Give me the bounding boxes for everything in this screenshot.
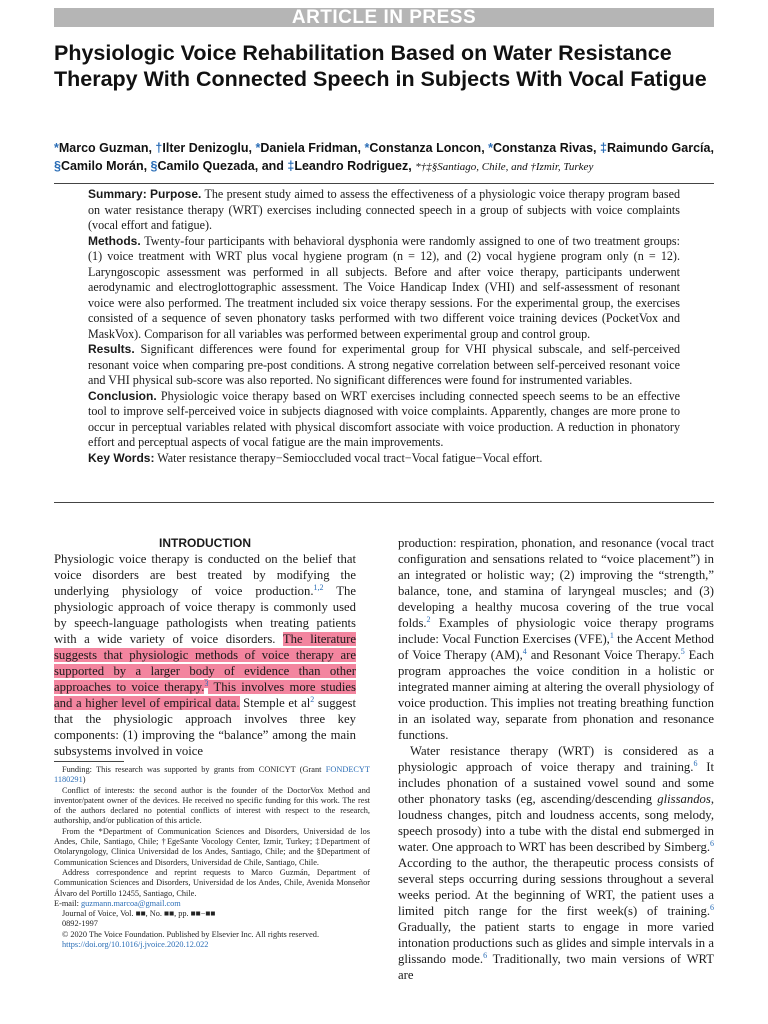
citation-link[interactable]: 6 [483, 950, 488, 960]
right-paragraph-2 [398, 743, 714, 983]
intro-text: Physiologic voice therapy is conducted on the belief that voice disorders are best treated by modifying the underlying physiology of voice production. [54, 552, 356, 598]
affiliations-note: From the *Department of Communication Sciences and Disorders, Universidad de los Andes, Chile, Santiago, Chile; †EgeSante Vocology Center, Izmir, Turkey; ‡Department of Otolaryngology, Clinica Universidad de los Andes, Santiago, Chile; and the §Department of Communication Sciences and Disorders, Universidad de Chile, Santiago, Chile. [54, 826, 370, 867]
abstract-keywords [88, 451, 680, 467]
author-affiliation: *†‡§Santiago, Chile, and †Izmir, Turkey [415, 161, 594, 173]
conclusion-text: Physiologic voice therapy based on WRT exercises including connected speech seems to be an effective tool to improve self-perceived voice in subjects diagnosed with voice complaints. Apparently, changes are more prone to occur in perceptual variables related with physical discomfort associate with voice production. A reduction in phonatory effort and perceptual aspects of vocal fatigue are the main improvements. [88, 388, 680, 449]
citation-link[interactable]: 6 [710, 902, 714, 912]
body-text: Each program approaches the voice condition in a holistic or integrated manner aiming at altering the overall physiology of voice production. This implies not treating breathing function in an isolated way, separate from phonation and resonance functions. [398, 648, 715, 742]
author-marker: ‡ [287, 159, 295, 173]
methods-text: Twenty-four participants with behavioral dysphonia were randomly assigned to one of two treatment groups: (1) voice treatment with WRT plus vocal hygiene program (n = 12), and (2) vocal hygiene program only (n = 12). Laryngoscopic assessment was performed in all subjects. Before and after voice therapy, participants underwent aerodynamic and electroglottographic assessment. The Voice Handicap Index (VHI) and self-assessment of resonant voice were also performed. The treatment included six voice therapy sessions. For the experimental group, the exercises consisted of a sequence of seven phonatory tasks performed with two different voice training devices (PocketVox and MaskVox). Comparison for all variables was performed between experimental group and control group. [88, 233, 681, 341]
introduction-heading: INTRODUCTION [159, 536, 251, 550]
citation-link[interactable]: 1,2 [313, 582, 324, 592]
highlighted-text: This involves more studies and a higher level of empirical data. [54, 680, 356, 710]
keywords-label: Key Words: [88, 450, 155, 465]
author-name: Daniela Fridman, [260, 141, 365, 155]
right-paragraph-1 [398, 535, 714, 743]
abstract-top-rule [54, 183, 714, 184]
body-text: , loudness changes, pitch and loudness accents, song melody, speech prosody) into a tube with the distal end submerged in water. One approach to WRT has been described by Simberg. [398, 792, 714, 854]
abstract-conclusion [88, 389, 680, 451]
conflict-note: Conflict of interests: the second author is the founder of the DoctorVox Method and inventor/patent owner of the devices. He received no specific funding for this work. The rest of the authors declared no potential conflicts of interest with respect to the research, authorship, and/or publication of this article. [54, 785, 370, 826]
author-name: Marco Guzman, [58, 141, 156, 155]
purpose-label: Purpose. [150, 187, 202, 201]
citation-link[interactable]: 5 [680, 646, 685, 656]
author-name: Ilter Denizoglu, [162, 141, 256, 155]
address-note: Address correspondence and reprint requests to Marco Guzmán, Department of Communication Sciences and Disorders, Universidad de los Andes, Chile, Avenida Monseñor Álvaro del Portillo 12455, Santiago, Chile. [54, 867, 370, 898]
body-text: production: respiration, phonation, and resonance (vocal tract configuration and sensations related to “voice placement”) in an integrated or holistic way; (2) improving the “strength,” balance, tone, and stamina of laryngeal muscles; and (3) developing a healthy mucosa covering of the true vocal folds. [398, 536, 714, 630]
abstract-bottom-rule [54, 502, 714, 503]
citation-link[interactable]: 3 [204, 678, 209, 688]
grant-link[interactable]: FONDECYT 1180291 [54, 765, 370, 785]
introduction-paragraph [54, 551, 356, 759]
results-text: Significant differences were found for experimental group for VHI physical subscale, and self-perceived resonant voice when comparing pre-post conditions. A strong negative correlation between self-perceived resonant voice and VHI physical sub-score was also reported. No significant differences were found for instrumented variables. [88, 342, 680, 387]
abstract-methods [88, 234, 680, 343]
body-text: Gradually, the patient starts to engage in more varied intonation productions such as glides and simple intervals in a glissando mode. [398, 920, 714, 966]
left-column [54, 535, 356, 759]
body-text: According to the author, the therapeutic process consists of several steps occurring during sessions throughout a several weeks period. At the beginning of WRT, the patient uses a limited pitch range for the first week(s) of training. [398, 856, 714, 918]
author-name: Leandro Rodriguez, [294, 159, 416, 173]
copyright: © 2020 The Voice Foundation. Published by Elsevier Inc. All rights reserved. [62, 929, 320, 939]
doi-link[interactable]: https://doi.org/10.1016/j.jvoice.2020.12.022 [62, 940, 209, 950]
abstract [88, 187, 680, 466]
author-marker: * [255, 141, 261, 155]
abstract-purpose [88, 187, 680, 234]
right-column [398, 535, 714, 983]
author-name: Constanza Loncon, [369, 141, 489, 155]
author-name: Camilo Quezada, and [157, 159, 288, 173]
author-marker: ‡ [600, 141, 607, 155]
results-label: Results. [88, 342, 135, 356]
author-name: Camilo Morán, [60, 159, 151, 173]
author-marker: * [488, 141, 494, 155]
article-in-press-banner: ARTICLE IN PRESS [54, 8, 714, 27]
body-text: and Resonant Voice Therapy. [526, 648, 681, 662]
author-marker: † [155, 141, 163, 155]
citation-link[interactable]: 6 [693, 758, 698, 768]
email-label: E-mail: [54, 898, 81, 908]
email-link[interactable]: guzmann.marcoa@gmail.com [80, 898, 181, 908]
citation-link[interactable]: 2 [310, 694, 315, 704]
article-title: Physiologic Voice Rehabilitation Based on Water Resistance Therapy With Connected Speech in Subjects With Vocal Fatigue [54, 41, 707, 91]
funding-note [54, 765, 370, 786]
author-list [54, 139, 724, 176]
abstract-results [88, 342, 680, 389]
author-marker: § [54, 159, 61, 173]
citation-link[interactable]: 1 [609, 630, 614, 640]
keywords-text: Water resistance therapy−Semioccluded vocal tract−Vocal fatigue−Vocal effort. [157, 450, 543, 465]
intro-text: Stemple et al [239, 696, 311, 710]
footnote-rule [54, 761, 124, 762]
body-text: Traditionally, two main versions of WRT are [398, 952, 714, 982]
funding-text-end: ) [82, 775, 86, 785]
intro-text: The physiologic approach of voice therapy is commonly used by speech-language pathologists when treating patients with a wide variety of voice disorders. [54, 584, 356, 646]
author-marker: * [54, 141, 59, 155]
funding-text: Funding: This research was supported by grants from CONICYT (Grant [62, 765, 326, 774]
methods-label: Methods. [88, 233, 141, 248]
author-marker: * [364, 141, 370, 155]
issn: 0892-1997 [62, 919, 98, 929]
intro-text: suggest that the physiologic approach involves three key components: (1) improving the “balance” among the main subsystems involved in voice [54, 696, 356, 758]
highlighted-text: The literature suggests that physiologic methods of voice therapy are supported by a larger body of evidence than other approaches to voice therapy. [54, 632, 357, 694]
body-text: Examples of physiologic voice therapy programs include: Vocal Function Exercises (VFE), [398, 616, 714, 646]
conclusion-label: Conclusion. [88, 388, 157, 403]
citation-link[interactable]: 6 [710, 838, 714, 848]
body-text: It includes phonation of a sustained vowel sound and some other phonatory tasks (eg, ascending/descending [398, 760, 714, 806]
author-marker: § [150, 159, 158, 173]
purpose-text: The present study aimed to assess the effectiveness of a physiologic voice therapy program based on water resistance therapy (WRT) exercises including connected speech in a group of subjects with voice complaints (vocal effort and fatigue). [88, 187, 680, 232]
author-line-2 [54, 157, 724, 176]
emphasis-text: glissandos [657, 792, 711, 806]
citation-link[interactable]: 4 [522, 646, 527, 656]
author-line-1 [54, 139, 724, 157]
author-name: Raimundo García, [606, 141, 714, 155]
body-text: Water resistance therapy (WRT) is considered as a physiologic approach of voice therapy and training. [398, 744, 714, 774]
email-note [54, 899, 370, 909]
citation-link[interactable]: 2 [426, 614, 431, 624]
author-name: Constanza Rivas, [493, 141, 600, 155]
doi-note [54, 940, 370, 950]
footnotes [54, 765, 370, 950]
journal-info: Journal of Voice, Vol. ■■, No. ■■, pp. ■■−■■ [62, 909, 216, 919]
summary-label: Summary: [88, 187, 147, 201]
body-text: the Accent Method of Voice Therapy (AM), [398, 632, 714, 662]
